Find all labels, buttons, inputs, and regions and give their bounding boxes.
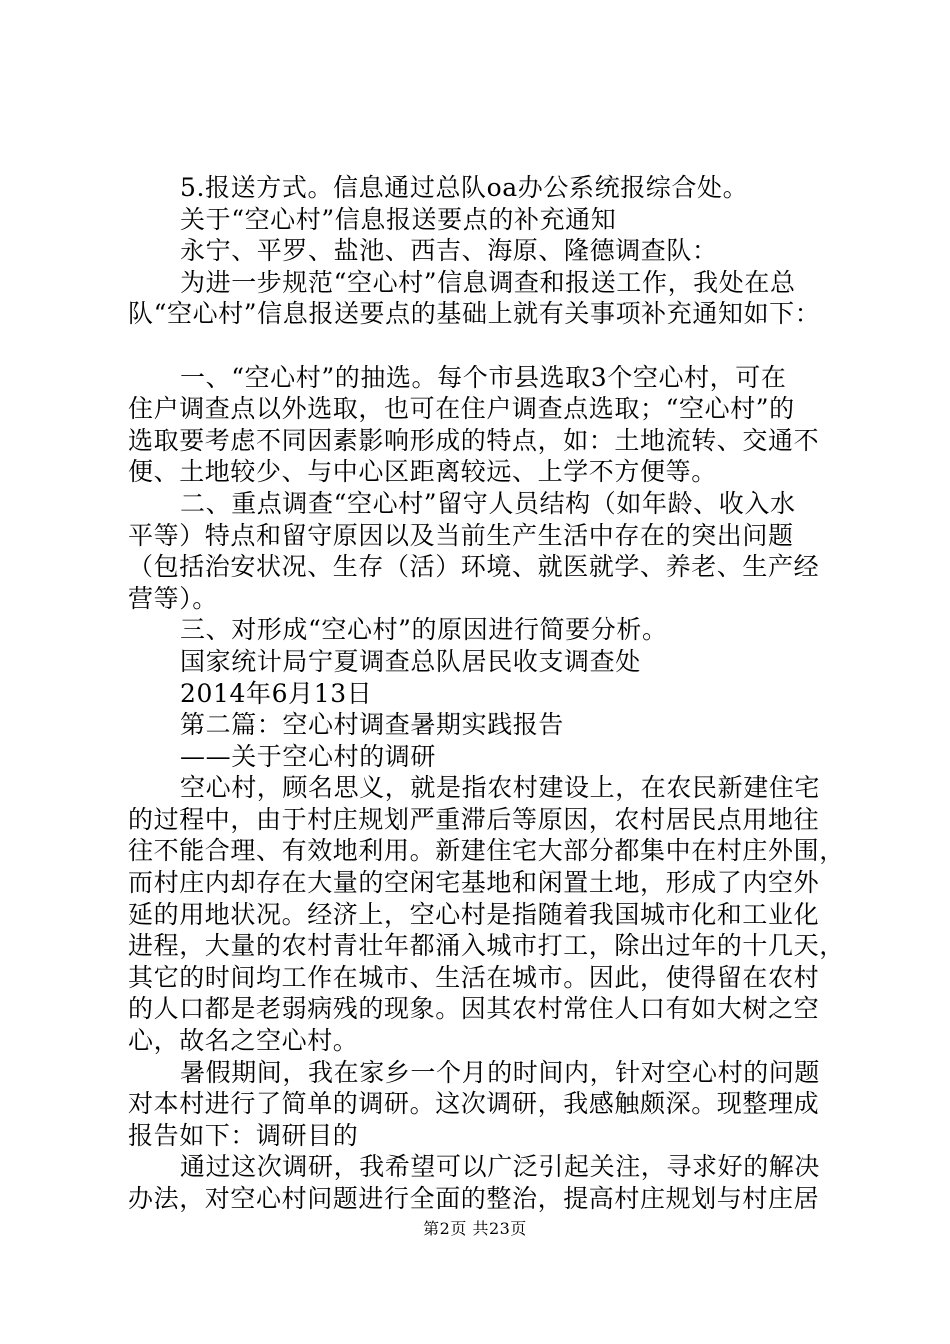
text-line: 心，故名之空心村。 <box>128 1026 359 1056</box>
text-line: 平等）特点和留守原因以及当前生产生活中存在的突出问题 <box>128 520 794 550</box>
text-line: 永宁、平罗、盐池、西吉、海原、隆德调查队： <box>180 236 718 266</box>
text-line: 2014年6月13日 <box>180 678 373 708</box>
text-line: 为进一步规范“空心村”信息调查和报送工作，我处在总 <box>180 267 796 297</box>
text-line: 一、“空心村”的抽选。每个市县选取3个空心村，可在 <box>180 362 787 392</box>
text-line: 三、对形成“空心村”的原因进行简要分析。 <box>180 615 668 645</box>
text-line: 选取要考虑不同因素影响形成的特点，如：土地流转、交通不 <box>128 425 820 455</box>
text-line: 营等）。 <box>128 583 218 613</box>
text-line: 队“空心村”信息报送要点的基础上就有关事项补充通知如下： <box>128 299 821 329</box>
text-line: 关于“空心村”信息报送要点的补充通知 <box>180 204 617 234</box>
text-line: 而村庄内却存在大量的空闲宅基地和闲置土地，形成了内空外 <box>128 868 820 898</box>
text-line: 延的用地状况。经济上，空心村是指随着我国城市化和工业化 <box>128 899 820 929</box>
text-line: （包括治安状况、生存（活）环境、就医就学、养老、生产经 <box>128 552 820 582</box>
text-line: 住户调查点以外选取，也可在住户调查点选取；“空心村”的 <box>128 394 795 424</box>
text-line: 进程，大量的农村青壮年都涌入城市打工，除出过年的十几天， <box>128 931 845 961</box>
blank-line <box>128 330 828 362</box>
text-line: 便、土地较少、与中心区距离较远、上学不方便等。 <box>128 457 717 487</box>
text-line: 5.报送方式。信息通过总队oa办公系统报综合处。 <box>180 173 749 202</box>
text-line: 暑假期间，我在家乡一个月的时间内，针对空心村的问题 <box>180 1057 821 1087</box>
document-body <box>128 172 845 1215</box>
text-line: 的人口都是老弱病残的现象。因其农村常住人口有如大树之空 <box>128 994 820 1024</box>
text-line: ——关于空心村的调研 <box>180 741 437 771</box>
text-line: 往不能合理、有效地利用。新建住宅大部分都集中在村庄外围， <box>128 836 845 866</box>
text-line: 空心村，顾名思义，就是指农村建设上，在农民新建住宅 <box>180 773 821 803</box>
text-line: 其它的时间均工作在城市、生活在城市。因此，使得留在农村 <box>128 962 820 992</box>
page-footer: 第2页 共23页 <box>423 1219 527 1238</box>
text-line: 对本村进行了简单的调研。这次调研，我感触颇深。现整理成 <box>128 1089 820 1119</box>
text-line: 的过程中，由于村庄规划严重滞后等原因，农村居民点用地往 <box>128 804 820 834</box>
text-line: 第二篇：空心村调查暑期实践报告 <box>180 710 565 740</box>
text-line: 报告如下：调研目的 <box>128 1120 359 1150</box>
text-line: 通过这次调研，我希望可以广泛引起关注，寻求好的解决 <box>180 1152 821 1182</box>
text-line: 二、重点调查“空心村”留守人员结构（如年龄、收入水 <box>180 488 796 518</box>
text-line: 国家统计局宁夏调查总队居民收支调查处 <box>180 646 641 676</box>
text-line: 办法，对空心村问题进行全面的整治，提高村庄规划与村庄居 <box>128 1184 820 1213</box>
